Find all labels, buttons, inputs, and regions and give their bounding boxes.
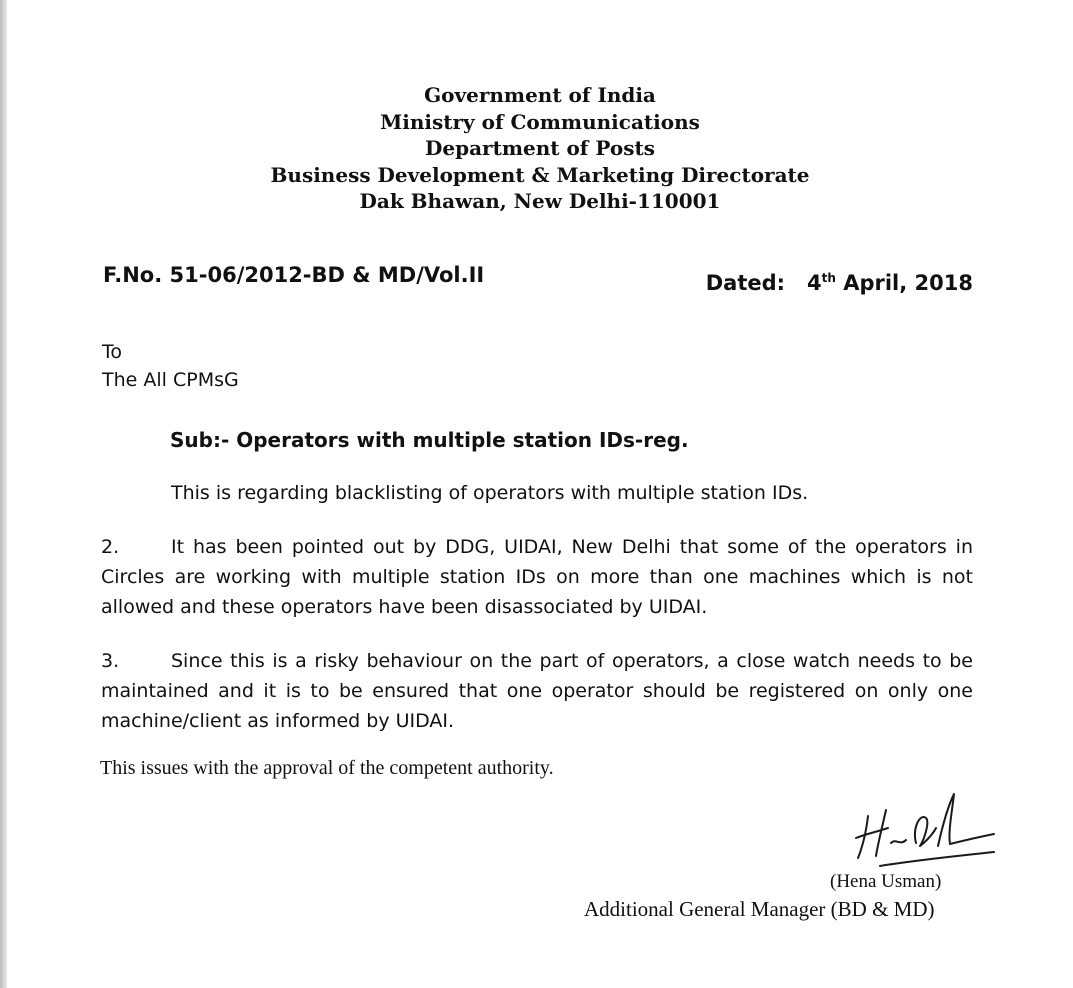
- date-suffix: th: [821, 271, 836, 285]
- paragraph-text: Since this is a risky behaviour on the part of operators, a close watch needs to be maintained and it is to be ensured that one operator should be registered on only one machine/client as informed by UIDAI.: [101, 650, 973, 732]
- file-number: F.No. 51-06/2012-BD & MD/Vol.II: [103, 263, 485, 287]
- recipient-name: The All CPMsG: [102, 369, 239, 391]
- letterhead-directorate: Business Development & Marketing Directorate: [270, 162, 810, 187]
- date-month-year: April, 2018: [843, 271, 973, 295]
- subject-line: Sub:- Operators with multiple station IDs-reg.: [170, 428, 689, 452]
- intro-paragraph: This is regarding blacklisting of operators with multiple station IDs.: [171, 482, 809, 504]
- letterhead-government: Government of India: [424, 83, 656, 107]
- letterhead-department: Department of Posts: [425, 136, 655, 160]
- date-line: [706, 271, 973, 295]
- letterhead: [0, 82, 1073, 215]
- paragraph-2: [101, 532, 973, 622]
- signatory-designation: Additional General Manager (BD & MD): [584, 897, 935, 921]
- recipient-block: [102, 338, 239, 394]
- letterhead-ministry: Ministry of Communications: [380, 109, 700, 134]
- paragraph-number: 3.: [101, 650, 120, 672]
- date-day: 4: [807, 271, 822, 295]
- to-label: To: [102, 341, 123, 363]
- dated-label: Dated:: [705, 271, 786, 295]
- paragraph-text: It has been pointed out by DDG, UIDAI, New Delhi that some of the operators in Circles are working with multiple station IDs on more than one machines which is not allowed and these operators have been disassociated by UIDAI.: [101, 536, 973, 618]
- paragraph-3: [101, 646, 973, 736]
- paragraph-number: 2.: [101, 536, 120, 558]
- signatory-name: (Hena Usman): [830, 871, 942, 892]
- closing-statement: This issues with the approval of the competent authority.: [100, 757, 554, 779]
- letterhead-address: Dak Bhawan, New Delhi-110001: [359, 189, 721, 213]
